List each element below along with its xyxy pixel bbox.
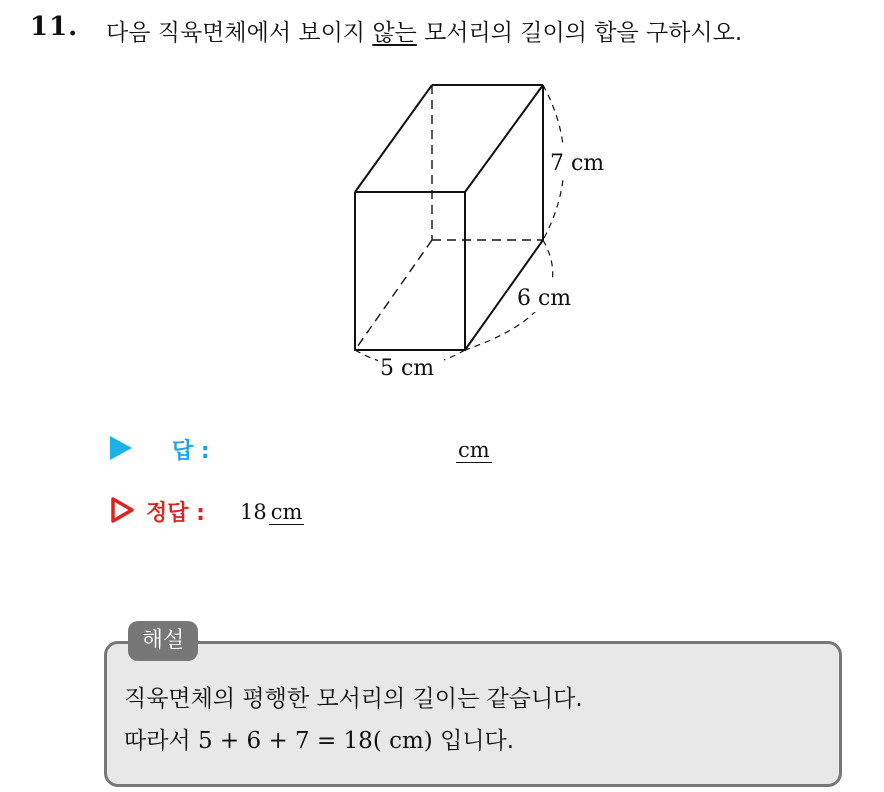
correct-value bbox=[240, 500, 304, 524]
explanation-equation: 5 + 6 + 7 = 18( cm) bbox=[197, 728, 433, 754]
label-height: 7 cm bbox=[550, 151, 605, 176]
answer-row bbox=[110, 432, 530, 464]
correct-unit: cm bbox=[270, 500, 303, 524]
explanation-tag: 해설 bbox=[128, 621, 198, 661]
explanation-line-2-prefix: 따라서 bbox=[124, 728, 198, 754]
explanation-box bbox=[104, 641, 842, 787]
correct-label: 정답 : bbox=[146, 501, 205, 526]
outline-triangle-icon bbox=[110, 496, 136, 524]
filled-triangle-icon bbox=[110, 436, 132, 460]
question-text-after: 모서리의 길이의 합을 구하시오. bbox=[416, 20, 743, 46]
cuboid-figure bbox=[330, 70, 630, 390]
explanation-line-2-suffix: 입니다. bbox=[432, 728, 515, 754]
cuboid-top-right-edge bbox=[465, 85, 543, 192]
answer-unit[interactable]: cm bbox=[458, 438, 490, 462]
question-text-emphasis: 않는 bbox=[372, 20, 417, 46]
explanation-line-1: 직육면체의 평행한 모서리의 길이는 같습니다. bbox=[124, 686, 583, 712]
question-number: 11. bbox=[30, 12, 79, 42]
label-depth: 6 cm bbox=[517, 286, 572, 311]
answer-label: 답 : bbox=[172, 439, 210, 464]
cuboid-top-left-edge bbox=[355, 85, 432, 192]
explanation-line-2 bbox=[124, 722, 514, 755]
question-text-before: 다음 직육면체에서 보이지 bbox=[106, 20, 373, 46]
label-width: 5 cm bbox=[380, 356, 435, 381]
correct-answer-row bbox=[110, 494, 530, 528]
question-text bbox=[106, 14, 742, 47]
correct-number: 18 bbox=[240, 500, 267, 524]
hidden-edge-diagonal bbox=[355, 240, 432, 350]
